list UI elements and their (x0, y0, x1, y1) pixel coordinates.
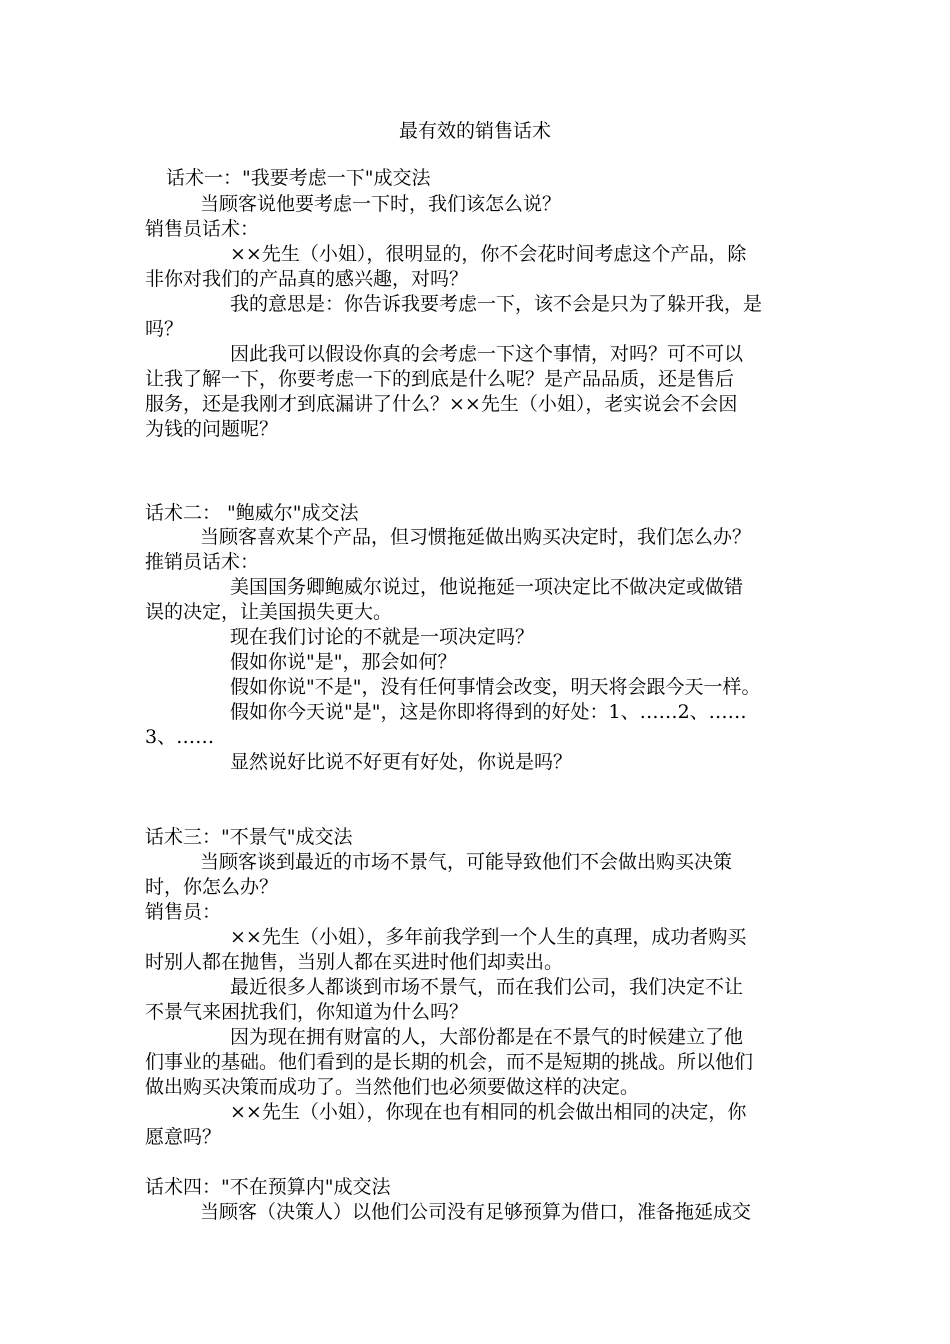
section-3-paragraph-line: 愿意吗？ (145, 1126, 222, 1148)
section-3-speaker-label: 销售员： (145, 901, 222, 923)
section-3-paragraph-line: 时别人都在抛售，当别人都在买进时他们却卖出。 (145, 951, 564, 973)
section-4-heading: 话术四："不在预算内"成交法 (145, 1176, 391, 1198)
section-3-scenario: 当顾客谈到最近的市场不景气，可能导致他们不会做出购买决策 (200, 851, 733, 873)
section-2-paragraph-line: 误的决定，让美国损失更大。 (145, 601, 393, 623)
section-1-paragraph-line: 让我了解一下，你要考虑一下的到底是什么呢？是产品品质，还是售后 (145, 368, 735, 390)
section-3-paragraph-line: 们事业的基础。他们看到的是长期的机会，而不是短期的挑战。所以他们 (145, 1051, 754, 1073)
section-4-scenario: 当顾客（决策人）以他们公司没有足够预算为借口，准备拖延成交 (200, 1201, 752, 1223)
section-3-paragraph-line: 因为现在拥有财富的人，大部份都是在不景气的时候建立了他 (230, 1026, 744, 1048)
section-1-paragraph-line: 我的意思是：你告诉我要考虑一下，该不会是只为了躲开我，是 (230, 293, 763, 315)
section-3-paragraph-line: ××先生（小姐），多年前我学到一个人生的真理，成功者购买 (230, 926, 747, 948)
section-2-paragraph-line: 现在我们讨论的不就是一项决定吗？ (230, 626, 535, 648)
section-2-speaker-label: 推销员话术： (145, 551, 260, 573)
section-1-heading: 话术一："我要考虑一下"成交法 (166, 167, 431, 189)
section-2-paragraph-line: 假如你说"是"，那会如何？ (230, 651, 457, 673)
section-1-paragraph-line: 服务，还是我刚才到底漏讲了什么？××先生（小姐），老实说会不会因 (145, 393, 738, 415)
section-1-scenario: 当顾客说他要考虑一下时，我们该怎么说？ (200, 193, 562, 215)
section-3-scenario-cont: 时，你怎么办？ (145, 876, 279, 898)
section-1-paragraph-line: 为钱的问题呢？ (145, 418, 279, 440)
section-2-paragraph-line: 美国国务卿鲍威尔说过，他说拖延一项决定比不做决定或做错 (230, 576, 744, 598)
section-3-paragraph-line: 不景气来困扰我们，你知道为什么吗？ (145, 1001, 469, 1023)
section-3-paragraph-line: ××先生（小姐），你现在也有相同的机会做出相同的决定，你 (230, 1101, 747, 1123)
section-3-paragraph-line: 最近很多人都谈到市场不景气，而在我们公司，我们决定不让 (230, 976, 744, 998)
section-2-paragraph-line: 假如你今天说"是"，这是你即将得到的好处：1、……2、…… (230, 701, 747, 723)
section-2-paragraph-line: 假如你说"不是"，没有任何事情会改变，明天将会跟今天一样。 (230, 676, 761, 698)
section-3-heading: 话术三："不景气"成交法 (145, 826, 353, 848)
section-1-paragraph-line: 因此我可以假设你真的会考虑一下这个事情，对吗？可不可以 (230, 343, 744, 365)
section-1-paragraph-line: 非你对我们的产品真的感兴趣，对吗？ (145, 268, 469, 290)
section-2-heading: 话术二： "鲍威尔"成交法 (145, 502, 359, 524)
section-1-paragraph-line: 吗？ (145, 318, 184, 340)
section-2-paragraph-line: 3、…… (145, 726, 215, 748)
section-2-scenario: 当顾客喜欢某个产品，但习惯拖延做出购买决定时，我们怎么办？ (200, 526, 752, 548)
section-1-speaker-label: 销售员话术： (145, 218, 260, 240)
section-2-paragraph-line: 显然说好比说不好更有好处，你说是吗？ (230, 751, 573, 773)
document-title: 最有效的销售话术 (398, 120, 551, 142)
section-1-paragraph-line: ××先生（小姐），很明显的，你不会花时间考虑这个产品，除 (230, 243, 747, 265)
section-3-paragraph-line: 做出购买决策而成功了。当然他们也必须要做这样的决定。 (145, 1076, 640, 1098)
